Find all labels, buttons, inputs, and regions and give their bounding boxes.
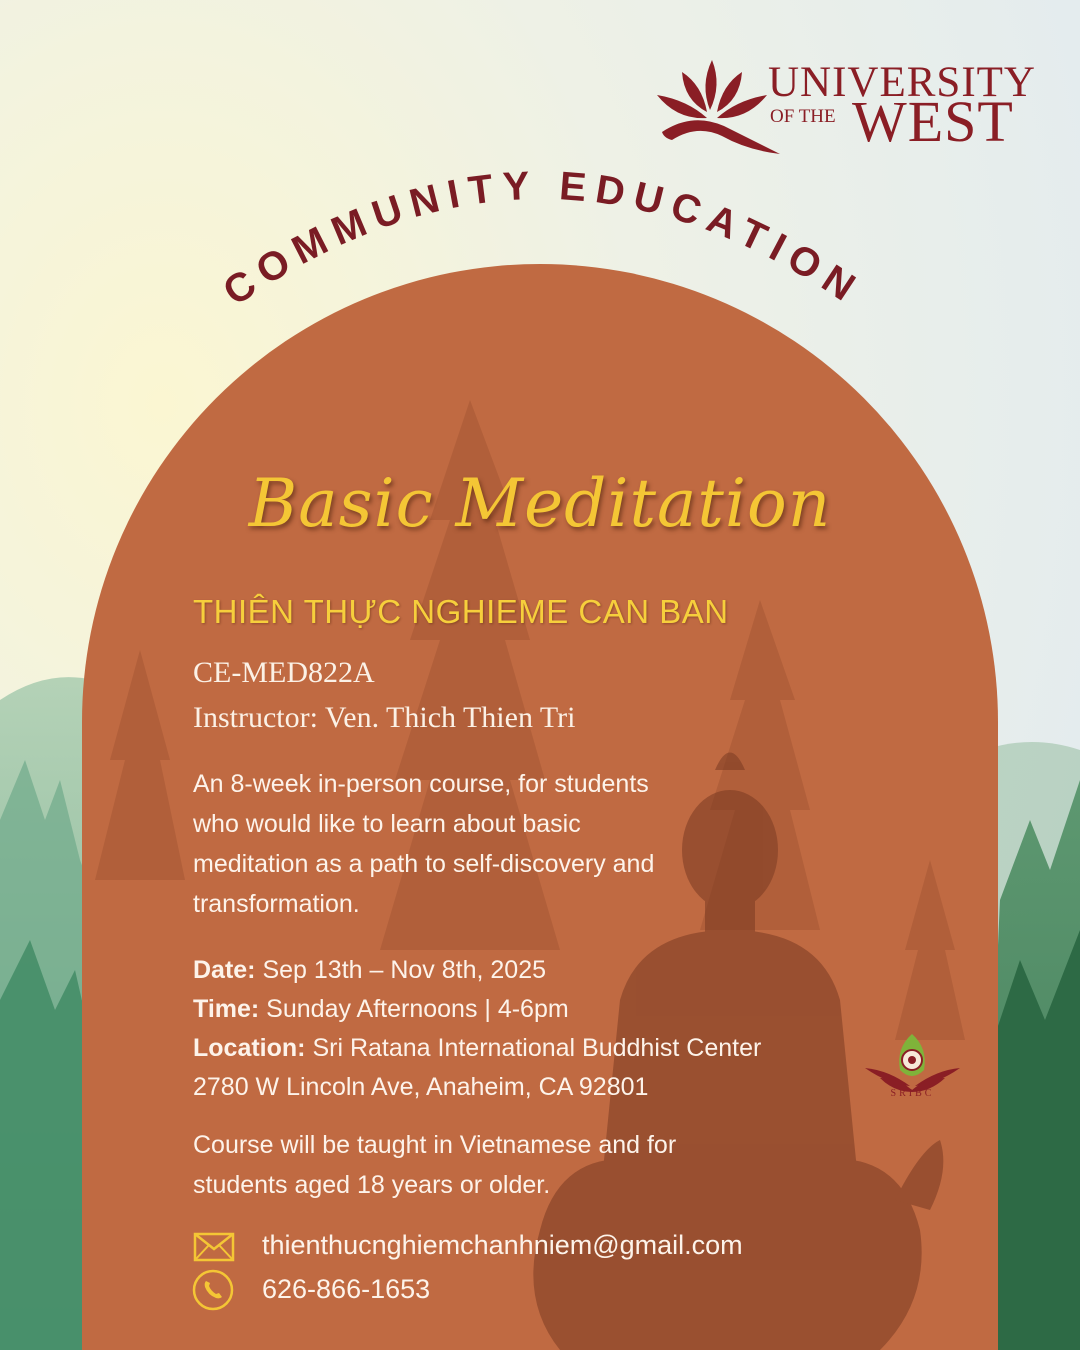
time-label: Time: (193, 995, 260, 1023)
location-label: Location: (193, 1034, 306, 1062)
location-row (193, 1029, 761, 1068)
course-instructor: Instructor: Ven. Thich Thien Tri (193, 701, 576, 734)
language-age-note (193, 1125, 676, 1205)
sribc-label: SRIBC (890, 1088, 935, 1099)
description-line: who would like to learn about basic (193, 810, 581, 838)
svg-text:COMMUNITY EDUCATION (216, 164, 870, 315)
time-value: Sunday Afternoons | 4-6pm (259, 995, 569, 1023)
address-row: 2780 W Lincoln Ave, Anaheim, CA 92801 (193, 1073, 649, 1101)
course-description (193, 764, 654, 924)
note-line: students aged 18 years or older. (193, 1171, 551, 1199)
date-label: Date: (193, 956, 256, 984)
description-line: An 8-week in-person course, for students (193, 770, 649, 798)
phone-icon (191, 1268, 235, 1312)
course-details (193, 951, 761, 1107)
course-subtitle: THIÊN THỰC NGHIEME CAN BAN (193, 593, 729, 630)
community-education-heading (0, 0, 1080, 400)
logo-of-the-text: OF THE (770, 106, 836, 127)
envelope-icon (193, 1232, 235, 1262)
course-code: CE-MED822A (193, 656, 375, 689)
date-value: Sep 13th – Nov 8th, 2025 (255, 956, 547, 984)
contact-email[interactable]: thienthucnghiemchanhniem@gmail.com (262, 1230, 743, 1260)
course-title: Basic Meditation (248, 465, 832, 542)
description-line: meditation as a path to self-discovery and (193, 850, 655, 878)
logo-university-text: UNIVERSITY (768, 59, 1036, 106)
location-value: Sri Ratana International Buddhist Center (305, 1034, 762, 1062)
contact-phone[interactable]: 626-866-1653 (262, 1274, 431, 1304)
note-line: Course will be taught in Vietnamese and for (193, 1131, 677, 1159)
time-row (193, 990, 761, 1029)
arc-heading-text: COMMUNITY EDUCATION (215, 163, 871, 315)
date-row (193, 951, 761, 990)
description-line: transformation. (193, 890, 360, 918)
logo-west-text: WEST (852, 89, 1014, 154)
